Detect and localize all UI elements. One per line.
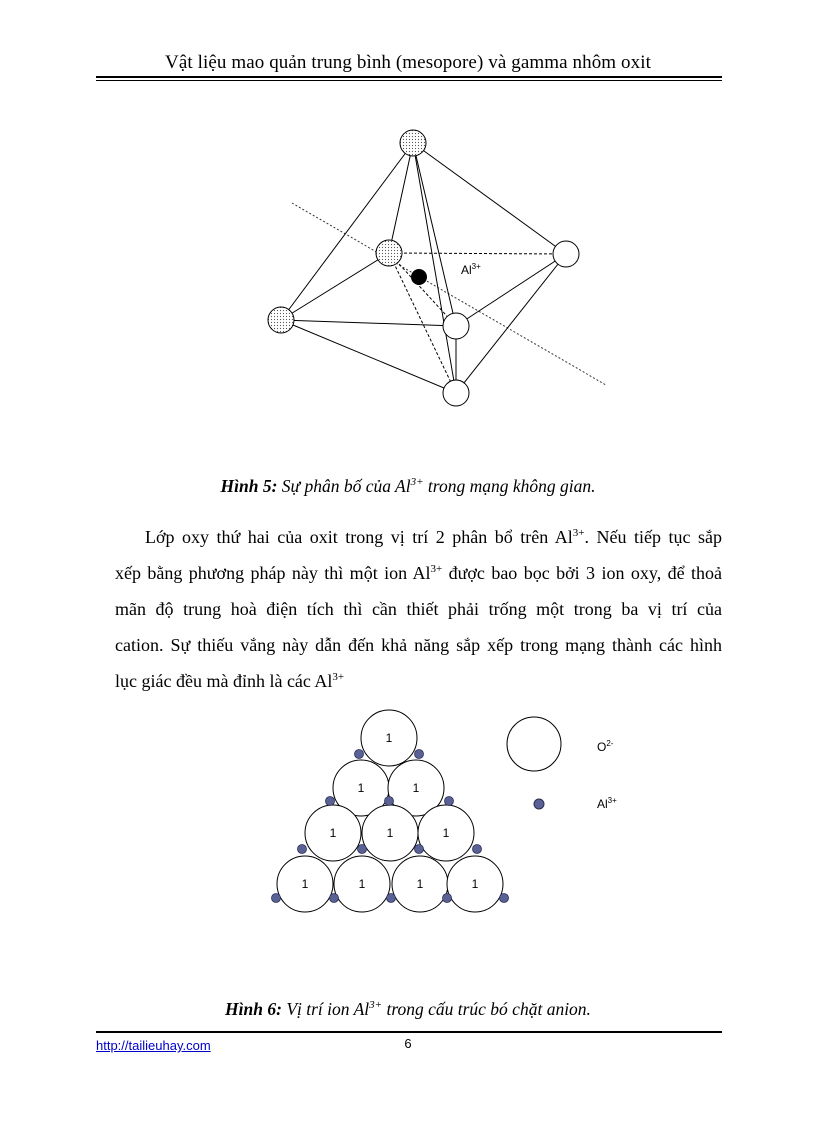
aluminum-cation <box>326 797 335 806</box>
aluminum-cation <box>355 750 364 759</box>
page-header-title: Vật liệu mao quản trung bình (mesopore) và gamma nhôm oxit <box>165 52 651 73</box>
legend-oxygen-circle <box>507 717 561 771</box>
paragraph-line-3: mãn độ trung hoà điện tích thì cần thiết phải trống một trong ba vị trí của <box>115 599 722 619</box>
anion-layer-number: 1 <box>471 877 479 891</box>
aluminum-cation <box>298 845 307 854</box>
figure-5-al-label: $Al^{3+}$ <box>461 262 481 277</box>
anion-layer-number: 1 <box>357 781 365 795</box>
page-number: 6 <box>404 1036 412 1051</box>
aluminum-cation <box>415 750 424 759</box>
aluminum-cation <box>387 894 396 903</box>
anion-layer-number: 1 <box>416 877 424 891</box>
aluminum-cation <box>358 845 367 854</box>
legend-aluminum-dot <box>534 799 544 809</box>
anion-layer-number: 1 <box>358 877 366 891</box>
aluminum-cation <box>415 845 424 854</box>
figure-5-caption: Hình 5: Sự phân bố của $Al^{3+}$ trong mạng không gian. <box>220 476 596 496</box>
anion-layer-number: 1 <box>385 731 393 745</box>
paragraph-line-1: Lớp oxy thứ hai của oxit trong vị trí 2 phân bổ trên $Al^{3+}$. Nếu tiếp tục sắp <box>145 527 723 547</box>
anion-layer-number: 1 <box>412 781 420 795</box>
aluminum-cation <box>500 894 509 903</box>
aluminum-cation <box>385 797 394 806</box>
footer-rule <box>96 1031 722 1033</box>
legend-oxygen-label: $O^{2-}$ <box>597 739 614 754</box>
aluminum-cation <box>473 845 482 854</box>
aluminum-cation <box>272 894 281 903</box>
paragraph-line-5: lục giác đều mà đỉnh là các $Al^{3+}$ <box>115 671 345 691</box>
anion-layer-number: 1 <box>386 826 394 840</box>
paragraph-line-4: cation. Sự thiếu vắng này dẫn đến khả năng sắp xếp trong mạng thành các hình <box>115 635 722 655</box>
legend-aluminum-label: $Al^{3+}$ <box>597 796 617 811</box>
aluminum-cation <box>443 894 452 903</box>
figure-6-caption: Hình 6: Vị trí ion $Al^{3+}$ trong cấu trúc bó chặt anion. <box>225 999 591 1019</box>
anion-layer-number: 1 <box>329 826 337 840</box>
anion-layer-number: 1 <box>301 877 309 891</box>
anion-layer-number: 1 <box>442 826 450 840</box>
aluminum-cation <box>330 894 339 903</box>
oxygen-anion-circles <box>277 710 503 912</box>
footer-website-link[interactable]: http://tailieuhay.com <box>96 1038 211 1053</box>
paragraph-line-2: xếp bằng phương pháp này thì một ion $Al^{3+}$ được bao bọc bởi 3 ion oxy, để thoả <box>115 563 722 583</box>
aluminum-cation <box>445 797 454 806</box>
